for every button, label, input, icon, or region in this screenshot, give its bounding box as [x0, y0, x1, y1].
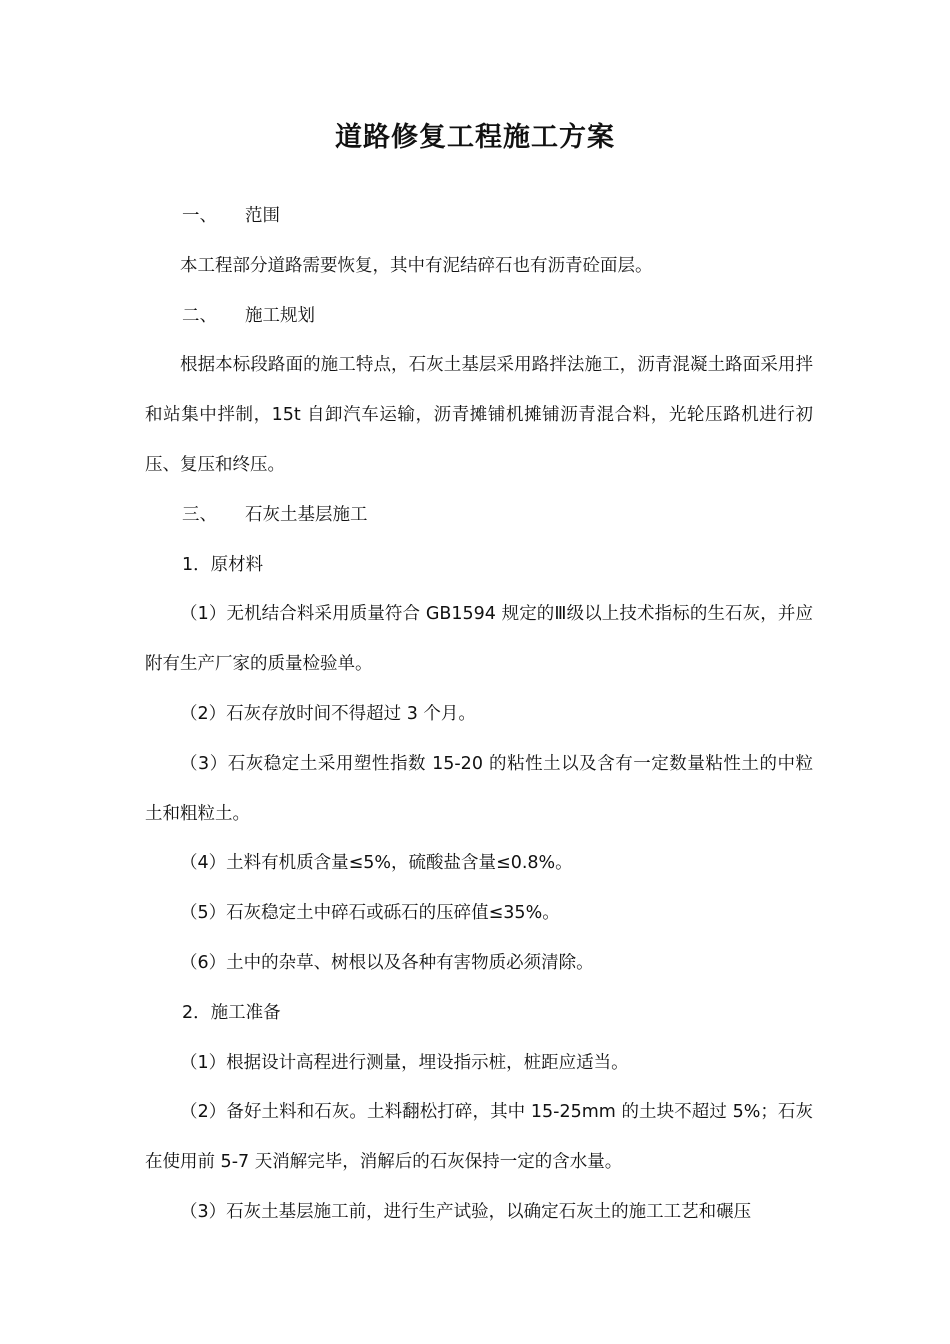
paragraph: （2）石灰存放时间不得超过 3 个月。	[180, 703, 476, 724]
section-title: 范围	[245, 206, 280, 226]
paragraph: （5）石灰稳定土中碎石或砾石的压碎值≤35%。	[180, 903, 560, 924]
paragraph: （6）土中的杂草、树根以及各种有害物质必须清除。	[180, 952, 594, 973]
subheading-preparation: 2．施工准备	[182, 1002, 281, 1023]
section-title: 施工规划	[245, 305, 315, 326]
paragraph: （3）石灰土基层施工前，进行生产试验，以确定石灰土的施工工艺和碾压	[180, 1201, 752, 1222]
document-title: 道路修复工程施工方案	[335, 122, 615, 153]
section-number: 三、	[182, 504, 217, 525]
section-heading-3	[145, 491, 813, 541]
paragraph: 本工程部分道路需要恢复，其中有泥结碎石也有沥青砼面层。	[180, 255, 653, 276]
paragraph: （2）备好土料和石灰。土料翻松打碎，其中 15-25mm 的土块不超过 5%；石灰在使用前 5-7 天消解完毕，消解后的石灰保持一定的含水量。	[145, 1102, 813, 1173]
paragraph: （3）石灰稳定土采用塑性指数 15-20 的粘性土以及含有一定数量粘性土的中粒土和粗粒土。	[145, 753, 813, 824]
document-body	[145, 192, 813, 1238]
section-title: 石灰土基层施工	[245, 504, 368, 525]
section-heading-2	[145, 292, 813, 342]
subheading-raw-materials: 1．原材料	[182, 554, 264, 575]
section-number: 一、	[182, 206, 217, 226]
section-heading-1	[145, 192, 813, 242]
paragraph: （4）土料有机质含量≤5%，硫酸盐含量≤0.8%。	[180, 853, 573, 874]
paragraph: 根据本标段路面的施工特点，石灰土基层采用路拌法施工，沥青混凝土路面采用拌和站集中拌制，15t 自卸汽车运输，沥青摊铺机摊铺沥青混合料，光轮压路机进行初压、复压和终压。	[145, 355, 813, 475]
paragraph: （1）无机结合料采用质量符合 GB1594 规定的Ⅲ级以上技术指标的生石灰，并应附有生产厂家的质量检验单。	[145, 604, 813, 675]
paragraph: （1）根据设计高程进行测量，埋设指示桩，桩距应适当。	[180, 1052, 629, 1073]
section-number: 二、	[182, 305, 217, 326]
